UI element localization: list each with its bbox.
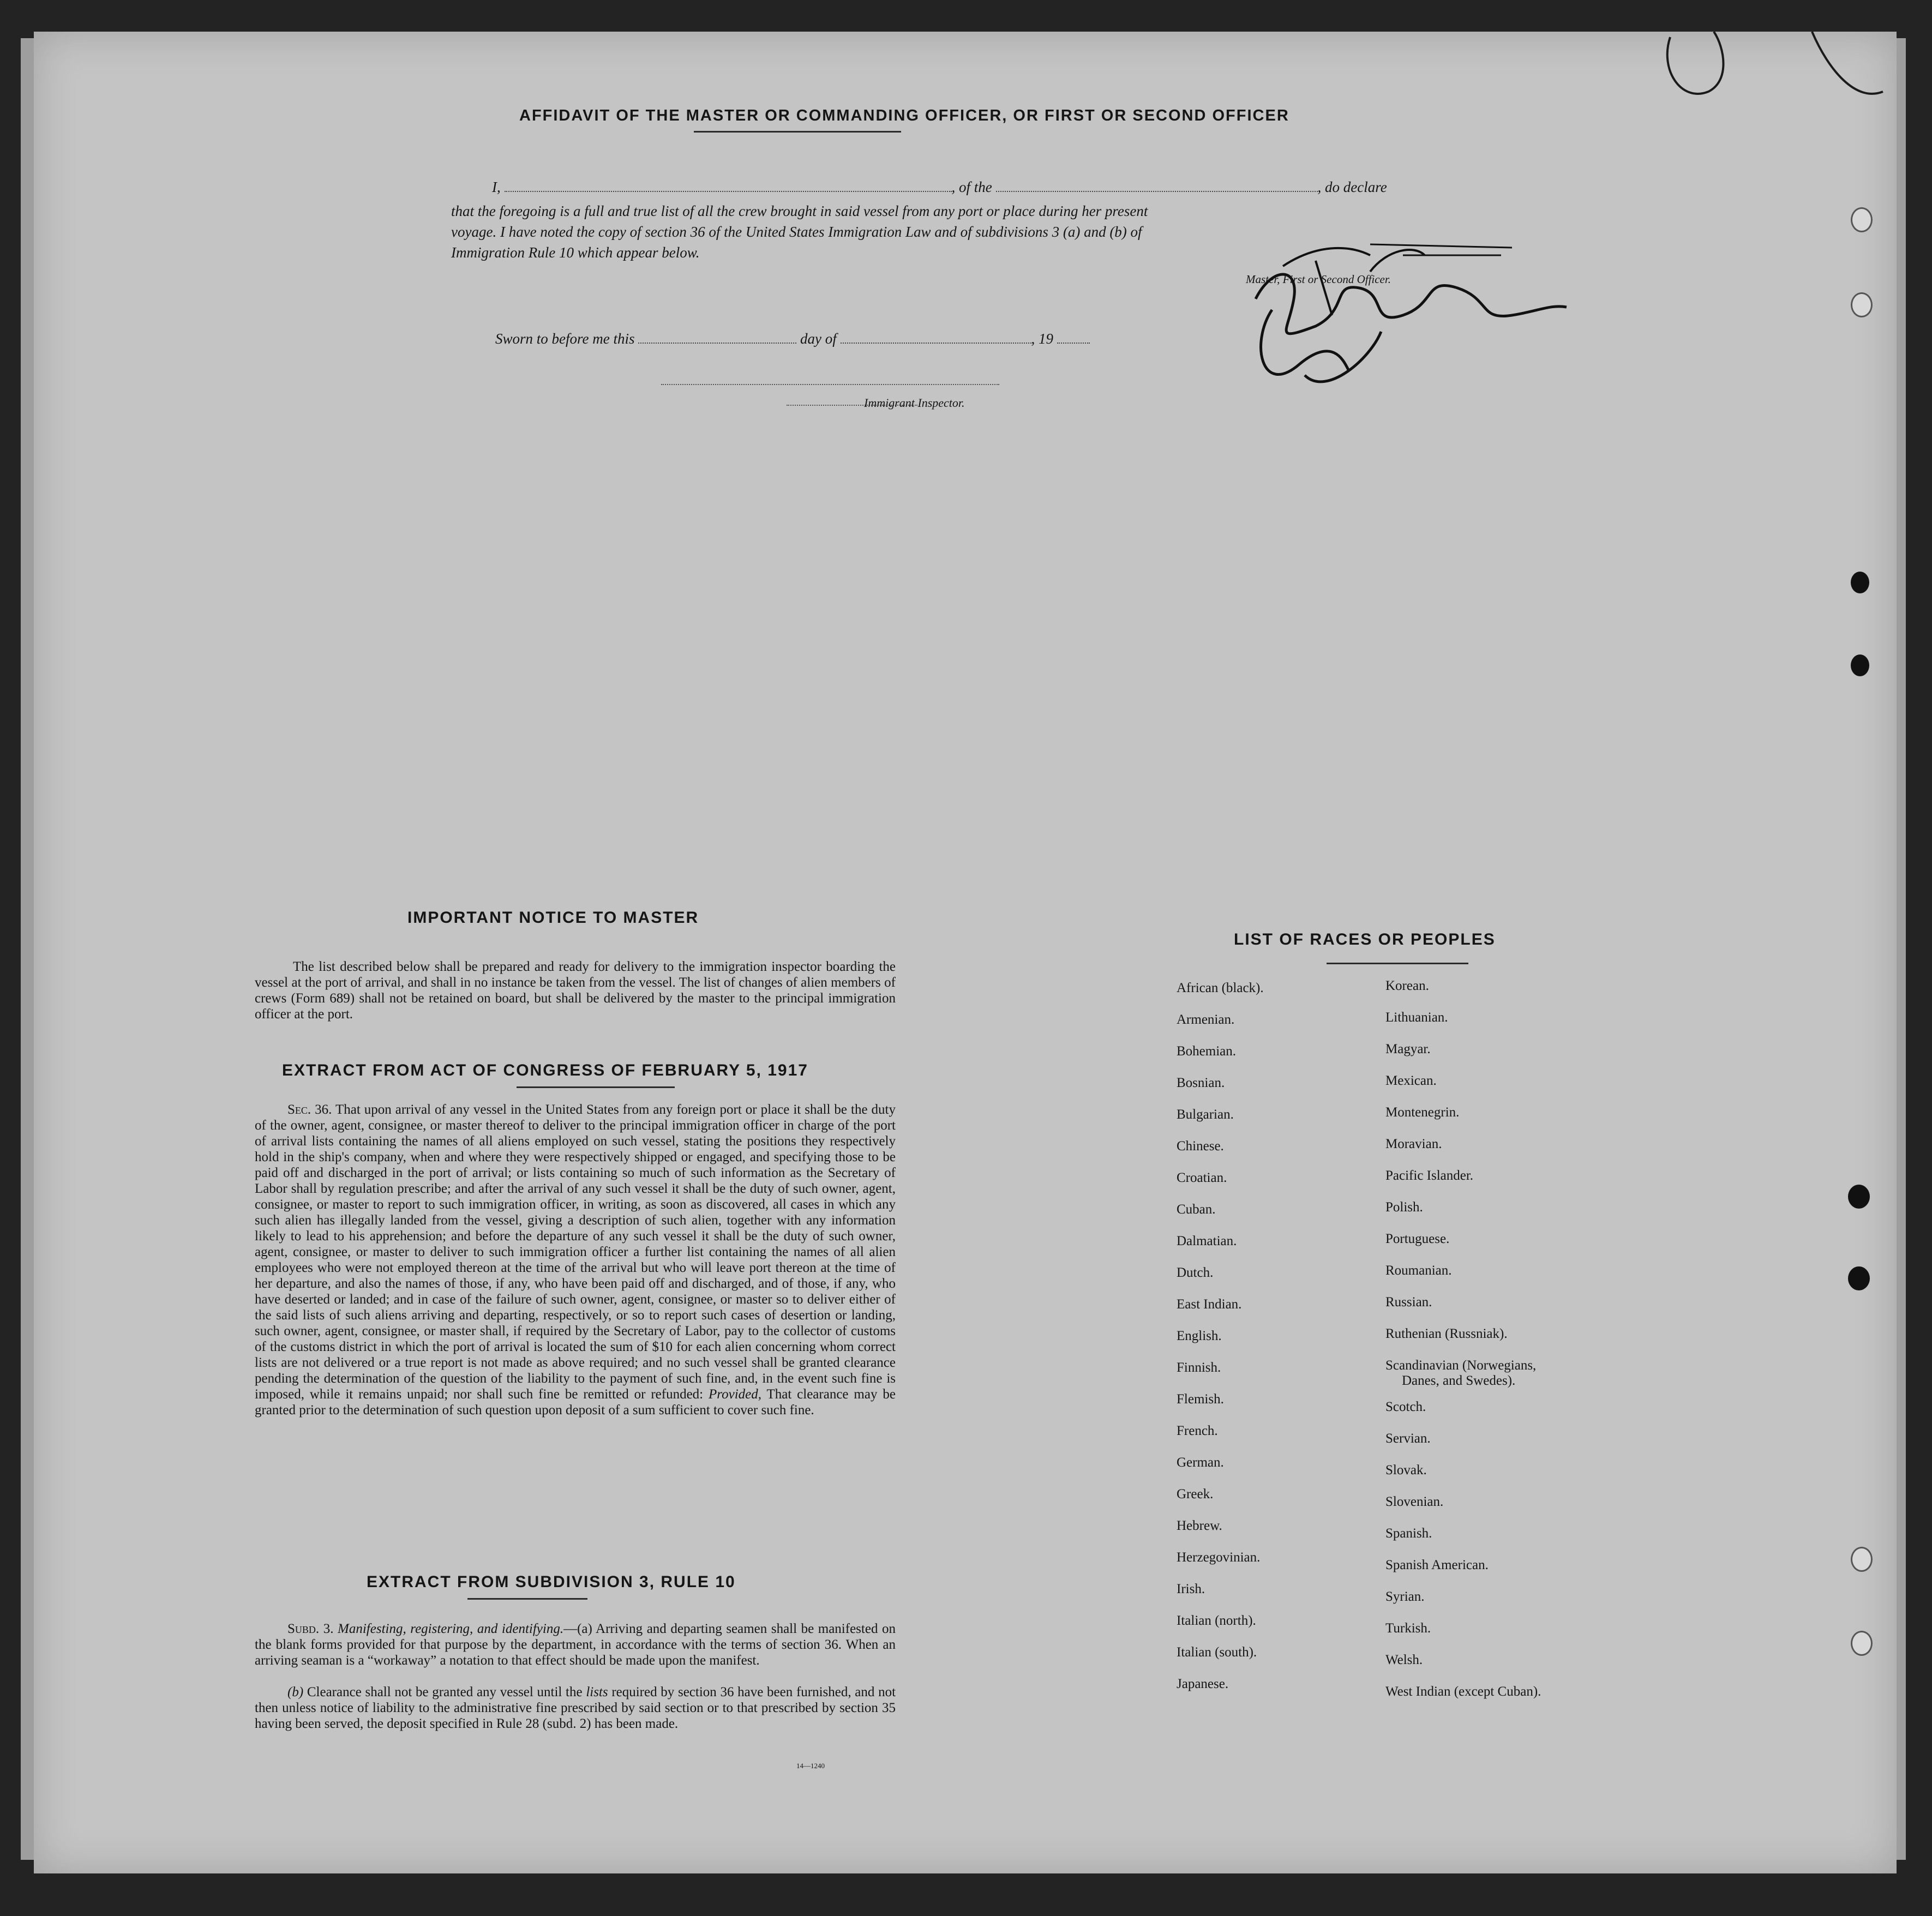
vessel-name-field[interactable] xyxy=(996,190,1318,192)
race-item: Russian. xyxy=(1385,1295,1432,1310)
race-item: Armenian. xyxy=(1177,1012,1235,1027)
rule-extract-title: EXTRACT FROM SUBDIVISION 3, RULE 10 xyxy=(367,1573,736,1591)
race-item: French. xyxy=(1177,1424,1218,1438)
race-item: Syrian. xyxy=(1385,1589,1425,1604)
affidavit-title-underline xyxy=(694,131,901,133)
race-item: Cuban. xyxy=(1177,1202,1216,1217)
binder-hole-icon xyxy=(1851,572,1869,593)
race-item: Danes, and Swedes). xyxy=(1402,1373,1516,1388)
race-item: Scandinavian (Norwegians, xyxy=(1385,1358,1537,1373)
act-extract-underline xyxy=(517,1086,675,1088)
race-item: German. xyxy=(1177,1455,1224,1470)
binder-hole-icon xyxy=(1851,654,1869,676)
race-item: Lithuanian. xyxy=(1385,1010,1448,1025)
race-item: Finnish. xyxy=(1177,1360,1221,1375)
race-item: Scotch. xyxy=(1385,1400,1426,1414)
race-item: Korean. xyxy=(1385,978,1429,993)
race-item: Croatian. xyxy=(1177,1170,1227,1185)
document-page xyxy=(34,32,1897,1873)
race-item: Montenegrin. xyxy=(1385,1105,1460,1120)
race-item: East Indian. xyxy=(1177,1297,1242,1312)
binder-hole-icon xyxy=(1851,1631,1873,1656)
race-item: Ruthenian (Russniak). xyxy=(1385,1326,1508,1341)
sworn-line: Sworn to before me this day of , 19 xyxy=(495,331,1090,347)
race-item: Magyar. xyxy=(1385,1042,1431,1056)
race-item: Spanish American. xyxy=(1385,1558,1489,1572)
act-extract-title: EXTRACT FROM ACT OF CONGRESS OF FEBRUARY 5, 1917 xyxy=(282,1061,808,1079)
affidavit-line1: I, , of the , do declare xyxy=(492,179,1387,195)
notice-body: The list described below shall be prepared and ready for delivery to the immigration inspector boarding the vessel at the port of arrival, and shall in no instance be taken from the vessel. The list of changes of alien members of crews (Form 689) shall not be retained on board, but shall be delivered by the master to the principal immigration officer at the port. xyxy=(255,959,896,1022)
race-item: Italian (north). xyxy=(1177,1613,1256,1628)
races-title-underline xyxy=(1327,963,1468,964)
race-item: African (black). xyxy=(1177,981,1264,995)
races-right-column xyxy=(1385,978,1669,1716)
rule-extract-underline xyxy=(467,1598,587,1600)
race-item: Chinese. xyxy=(1177,1139,1224,1154)
affidavit-line2: that the foregoing is a full and true list of all the crew brought in said vessel from any port or place during her present xyxy=(451,203,1148,219)
inspector-signature-line[interactable] xyxy=(661,384,999,385)
form-number: 14—1240 xyxy=(796,1762,825,1770)
race-item: Japanese. xyxy=(1177,1677,1229,1691)
signature-caption: Master, First or Second Officer. xyxy=(1246,273,1391,286)
rule-extract-body-b: (b) Clearance shall not be granted any vessel until the lists required by section 36 have been furnished, and not then unless notice of liability to the administrative fine prescribed by said section or to that prescribed by section 35 having been served, the deposit specified in Rule 28 (subd. 2) has been made. xyxy=(255,1685,896,1731)
race-item: Irish. xyxy=(1177,1582,1205,1596)
races-title: LIST OF RACES OR PEOPLES xyxy=(1234,930,1496,948)
affidavit-title: AFFIDAVIT OF THE MASTER OR COMMANDING OFFICER, OR FIRST OR SECOND OFFICER xyxy=(519,107,1289,124)
binder-hole-icon xyxy=(1848,1266,1870,1290)
race-item: English. xyxy=(1177,1329,1222,1343)
sworn-month-field[interactable] xyxy=(841,341,1031,344)
race-item: West Indian (except Cuban). xyxy=(1385,1684,1541,1699)
race-item: Spanish. xyxy=(1385,1526,1432,1541)
race-item: Dutch. xyxy=(1177,1265,1214,1280)
officer-signature xyxy=(1207,233,1577,413)
pen-mark-icon xyxy=(1648,26,1888,124)
sworn-day-field[interactable] xyxy=(638,341,796,344)
binder-hole-icon xyxy=(1851,1547,1873,1572)
race-item: Dalmatian. xyxy=(1177,1234,1237,1248)
race-item: Polish. xyxy=(1385,1200,1423,1215)
races-left-column xyxy=(1177,981,1373,1708)
race-item: Hebrew. xyxy=(1177,1518,1222,1533)
affidavit-line3: voyage. I have noted the copy of section 36 of the United States Immigration Law and of subdivisions 3 (a) and (b) of xyxy=(451,224,1142,240)
race-item: Greek. xyxy=(1177,1487,1214,1501)
race-item: Moravian. xyxy=(1385,1137,1442,1151)
race-item: Slovenian. xyxy=(1385,1494,1444,1509)
race-item: Servian. xyxy=(1385,1431,1431,1446)
race-item: Mexican. xyxy=(1385,1073,1437,1088)
race-item: Italian (south). xyxy=(1177,1645,1257,1660)
rule-extract-body-a: Subd. 3. Manifesting, registering, and identifying.—(a) Arriving and departing seamen shall be manifested on the blank forms provided for that purpose by the department, in accordance with the terms of section 36. When an arriving seaman is a “workaway” a notation to that effect should be made upon the manifest. xyxy=(255,1621,896,1668)
inspector-caption: Immigrant Inspector. xyxy=(864,396,965,410)
race-item: Roumanian. xyxy=(1385,1263,1452,1278)
race-item: Bulgarian. xyxy=(1177,1107,1234,1122)
binder-hole-icon xyxy=(1851,292,1873,317)
race-item: Slovak. xyxy=(1385,1463,1427,1477)
race-item: Flemish. xyxy=(1177,1392,1224,1407)
master-name-field[interactable] xyxy=(505,190,952,192)
race-item: Portuguese. xyxy=(1385,1232,1450,1246)
race-item: Herzegovinian. xyxy=(1177,1550,1261,1565)
affidavit-line4: Immigration Rule 10 which appear below. xyxy=(451,244,700,261)
notice-title: IMPORTANT NOTICE TO MASTER xyxy=(407,909,699,927)
race-item: Pacific Islander. xyxy=(1385,1168,1474,1183)
act-extract-body: Sec. 36. That upon arrival of any vessel in the United States from any foreign port or place it shall be the duty of the owner, agent, consignee, or master thereof to deliver to the principal immigration officer in charge of the port of arrival lists containing the names of all aliens employed on such vessel, stating the positions they respectively hold in the ship's company, when and where they were respectively shipped or engaged, and specifying those to be paid off and discharged in the port of arrival; or lists containing so much of such information as the Secretary of Labor shall by regulation prescribe; and after the arrival of any such vessel it shall be the duty of such owner, agent, consignee, or master to report to such immigration officer, in writing, as soon as discovered, all cases in which any such alien has illegally landed from the vessel, giving a description of such alien, together with any information likely to lead to his apprehension; and before the departure of any such vessel it shall be the duty of such owner, agent, consignee, or master to deliver to such immigration officer a further list containing the names of all alien employees who were not employed thereon at the time of the arrival but who will leave port thereon at the time of her departure, and also the names of those, if any, who have been paid off and discharged, and of those, if any, who have deserted or landed; and in case of the failure of such owner, agent, consignee, or master so to deliver either of the said lists of such aliens arriving and departing, respectively, or so to report such cases of desertion or landing, such owner, agent, consignee, or master shall, if required by the Secretary of Labor, pay to the collector of customs of the customs district in which the port of arrival is located the sum of $10 for each alien concerning whom correct lists are not delivered or a true report is not made as above required; and no such vessel shall be granted clearance pending the determination of the question of the liability to the payment of such fine, and, in the event such fine is imposed, while it remains unpaid; nor shall such fine be remitted or refunded: Provided, That clearance may be granted prior to the determination of such question upon deposit of a sum sufficient to cover such fine. xyxy=(255,1102,896,1418)
race-item: Bohemian. xyxy=(1177,1044,1237,1059)
race-item: Bosnian. xyxy=(1177,1076,1225,1090)
binder-hole-icon xyxy=(1848,1185,1870,1209)
binder-hole-icon xyxy=(1851,207,1873,232)
page-edge-left xyxy=(21,38,34,1860)
race-item: Welsh. xyxy=(1385,1653,1423,1667)
race-item: Turkish. xyxy=(1385,1621,1431,1636)
sworn-year-field[interactable] xyxy=(1057,341,1090,344)
